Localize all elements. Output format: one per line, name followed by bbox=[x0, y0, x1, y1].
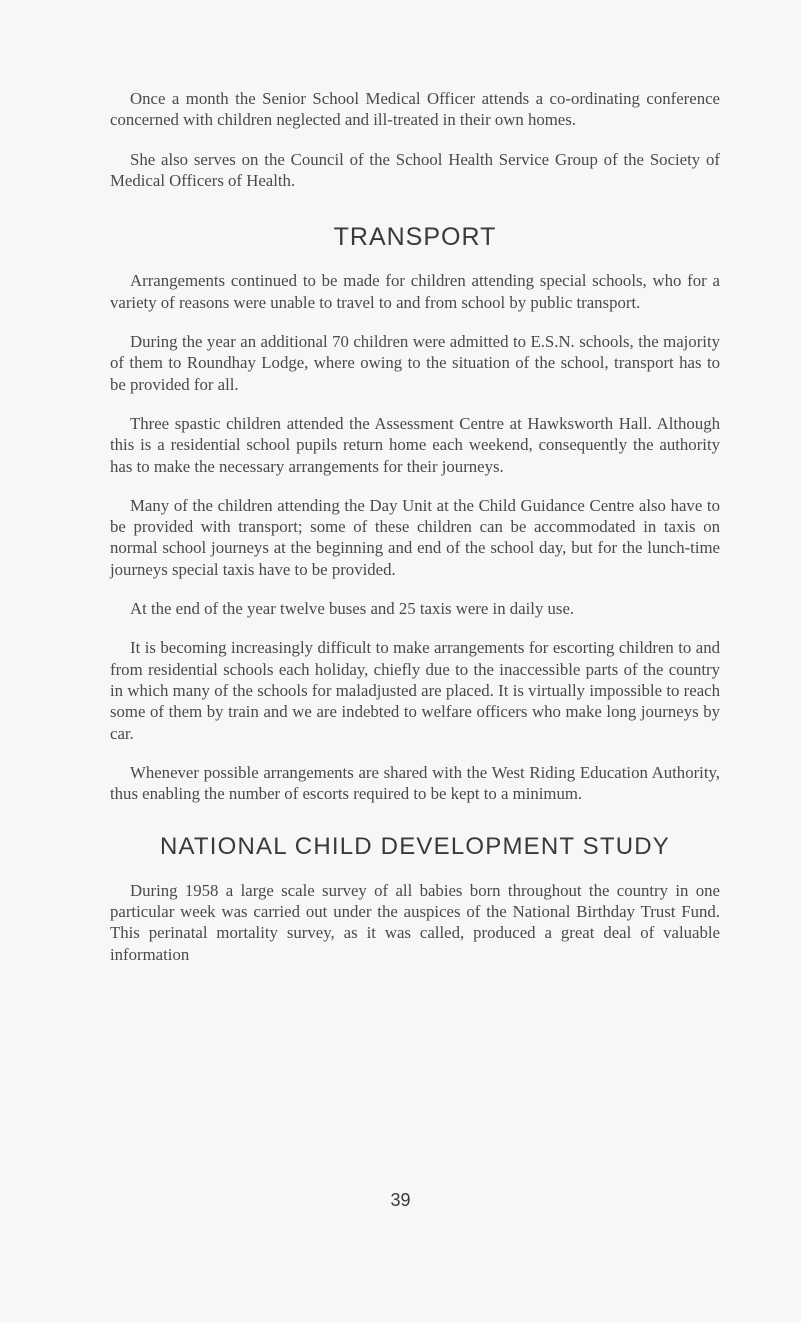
document-page bbox=[110, 88, 720, 965]
page-number: 39 bbox=[390, 1190, 411, 1210]
paragraph-coordinating-conference: Once a month the Senior School Medical Officer attends a co-ordinating conference concerned with children neglected and ill-treated in their own homes. bbox=[110, 89, 720, 130]
paragraph-esn-admissions: During the year an additional 70 children were admitted to E.S.N. schools, the majority of them to Roundhay Lodge, where owing to the situation of the school, transport has to be provided for all. bbox=[110, 332, 720, 394]
section-heading-transport: TRANSPORT bbox=[333, 223, 497, 252]
section-heading-national-child-development-study: NATIONAL CHILD DEVELOPMENT STUDY bbox=[159, 833, 671, 861]
paragraph-spastic-children: Three spastic children attended the Assessment Centre at Hawksworth Hall. Although this is a residential school pupils return home each weekend, consequently the authority has to make the necessary arrangements for their journeys. bbox=[110, 413, 720, 476]
paragraph-escorting-children: It is becoming increasingly difficult to make arrangements for escorting children to and from residential schools each holiday, chiefly due to the inaccessible parts of the country in which many of the schools for maladjusted are placed. It is virtually impossible to reach some of them by train and we are indebted to welfare officers who make long journeys by car. bbox=[110, 638, 720, 743]
paragraph-shared-arrangements: Whenever possible arrangements are shared with the West Riding Education Authority, thus enabling the number of escorts required to be kept to a minimum. bbox=[110, 762, 720, 804]
paragraph-day-unit: Many of the children attending the Day Unit at the Child Guidance Centre also have to be provided with transport; some of these children can be accommodated in taxis on normal school journeys at the beginning and end of the school day, but for the lunch-time journeys special taxis have to be provided. bbox=[110, 495, 720, 579]
paragraph-buses-taxis: At the end of the year twelve buses and 25 taxis were in daily use. bbox=[130, 599, 575, 619]
paragraph-transport-arrangements: Arrangements continued to be made for children attending special schools, who for a variety of reasons were unable to travel to and from school by public transport. bbox=[110, 271, 720, 312]
paragraph-council-membership: She also serves on the Council of the School Health Service Group of the Society of Medical Officers of Health. bbox=[110, 149, 720, 190]
paragraph-perinatal-survey: During 1958 a large scale survey of all babies born throughout the country in one particular week was carried out under the auspices of the National Birthday Trust Fund. This perinatal mortality survey, as it was called, produced a great deal of valuable information bbox=[110, 880, 720, 964]
